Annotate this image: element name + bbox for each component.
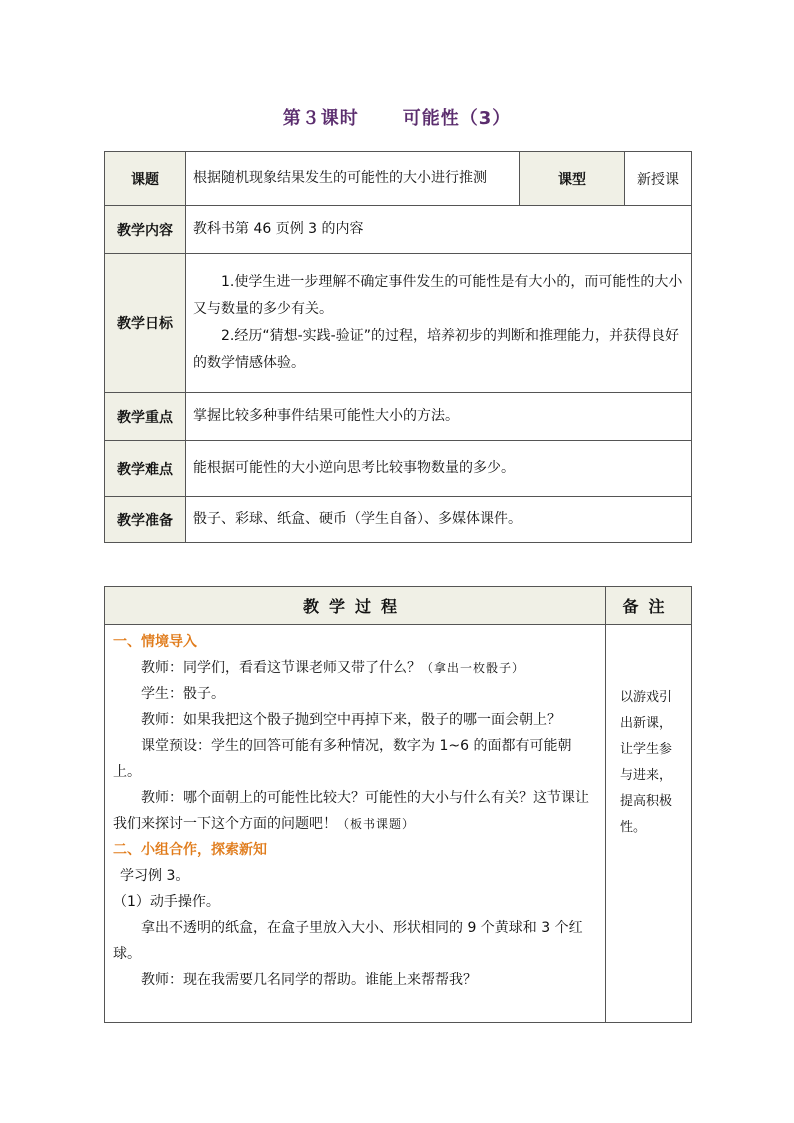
process-header: 教学过程 — [105, 587, 606, 625]
paragraph-teacher-4: 教师：现在我需要几名同学的帮助。谁能上来帮帮我？ — [141, 972, 477, 988]
paragraph-example: 学习例 3。 — [120, 868, 190, 884]
value-preparation: 骰子、彩球、纸盒、硬币（学生自备）、多媒体课件。 — [186, 497, 692, 543]
label-key-point: 教学重点 — [105, 393, 186, 441]
section-2-title: 二、小组合作，探索新知 — [113, 842, 267, 858]
process-content — [105, 625, 606, 1023]
paragraph-preset: 课堂预设：学生的回答可能有多种情况，数字为 1~6 的面都有可能朝上。 — [113, 738, 572, 780]
lesson-topic: 可能性（3） — [402, 108, 512, 129]
remark-cell — [606, 625, 692, 1023]
value-goals — [186, 254, 692, 393]
info-row-content — [105, 206, 692, 254]
info-row-goals — [105, 254, 692, 393]
label-type: 课型 — [520, 152, 625, 206]
info-row-preparation — [105, 497, 692, 543]
value-key-point: 掌握比较多种事件结果可能性大小的方法。 — [186, 393, 692, 441]
remark-text: 以游戏引出新课，让学生参与进来，提高积极性。 — [620, 690, 673, 835]
remark-header: 备注 — [606, 587, 692, 625]
label-content: 教学内容 — [105, 206, 186, 254]
paragraph-teacher-1: 教师：同学们，看看这节课老师又带了什么？（拿出一枚骰子） — [141, 660, 526, 676]
goal-1: 1.使学生进一步理解不确定事件发生的可能性是有大小的，而可能性的大小又与数量的多少有关。 — [193, 274, 683, 317]
section-1-title: 一、情境导入 — [113, 634, 197, 650]
stage-note-1: （拿出一枚骰子） — [421, 661, 526, 675]
label-preparation: 教学准备 — [105, 497, 186, 543]
paragraph-student-1: 学生：骰子。 — [141, 686, 225, 702]
goal-2: 2.经历“猜想-实践-验证”的过程，培养初步的判断和推理能力，并获得良好的数学情感体验。 — [193, 328, 679, 371]
paragraph-teacher-2: 教师：如果我把这个骰子抛到空中再掉下来，骰子的哪一面会朝上？ — [141, 712, 561, 728]
process-body-row — [105, 625, 692, 1023]
teaching-process-table — [104, 586, 692, 1023]
info-row-difficulty — [105, 441, 692, 497]
paragraph-step-1: （1）动手操作。 — [113, 894, 220, 910]
value-difficulty: 能根据可能性的大小逆向思考比较事物数量的多少。 — [186, 441, 692, 497]
value-topic: 根据随机现象结果发生的可能性的大小进行推测 — [186, 152, 520, 206]
page-title — [0, 104, 794, 130]
info-row-key-point — [105, 393, 692, 441]
paragraph-teacher-3: 教师：哪个面朝上的可能性比较大？可能性的大小与什么有关？这节课让我们来探讨一下这个方面的问题吧！（板书课题） — [113, 790, 589, 832]
process-header-row — [105, 587, 692, 625]
label-goals: 教学日标 — [105, 254, 186, 393]
value-content: 教科书第 46 页例 3 的内容 — [186, 206, 692, 254]
label-topic: 课题 — [105, 152, 186, 206]
value-type: 新授课 — [625, 152, 692, 206]
stage-note-2: （板书课题） — [337, 817, 416, 831]
info-row-topic — [105, 152, 692, 206]
paragraph-box: 拿出不透明的纸盒，在盒子里放入大小、形状相同的 9 个黄球和 3 个红球。 — [113, 920, 583, 962]
lesson-number: 第３课时 — [282, 108, 359, 129]
lesson-info-table — [104, 151, 692, 543]
label-difficulty: 教学难点 — [105, 441, 186, 497]
